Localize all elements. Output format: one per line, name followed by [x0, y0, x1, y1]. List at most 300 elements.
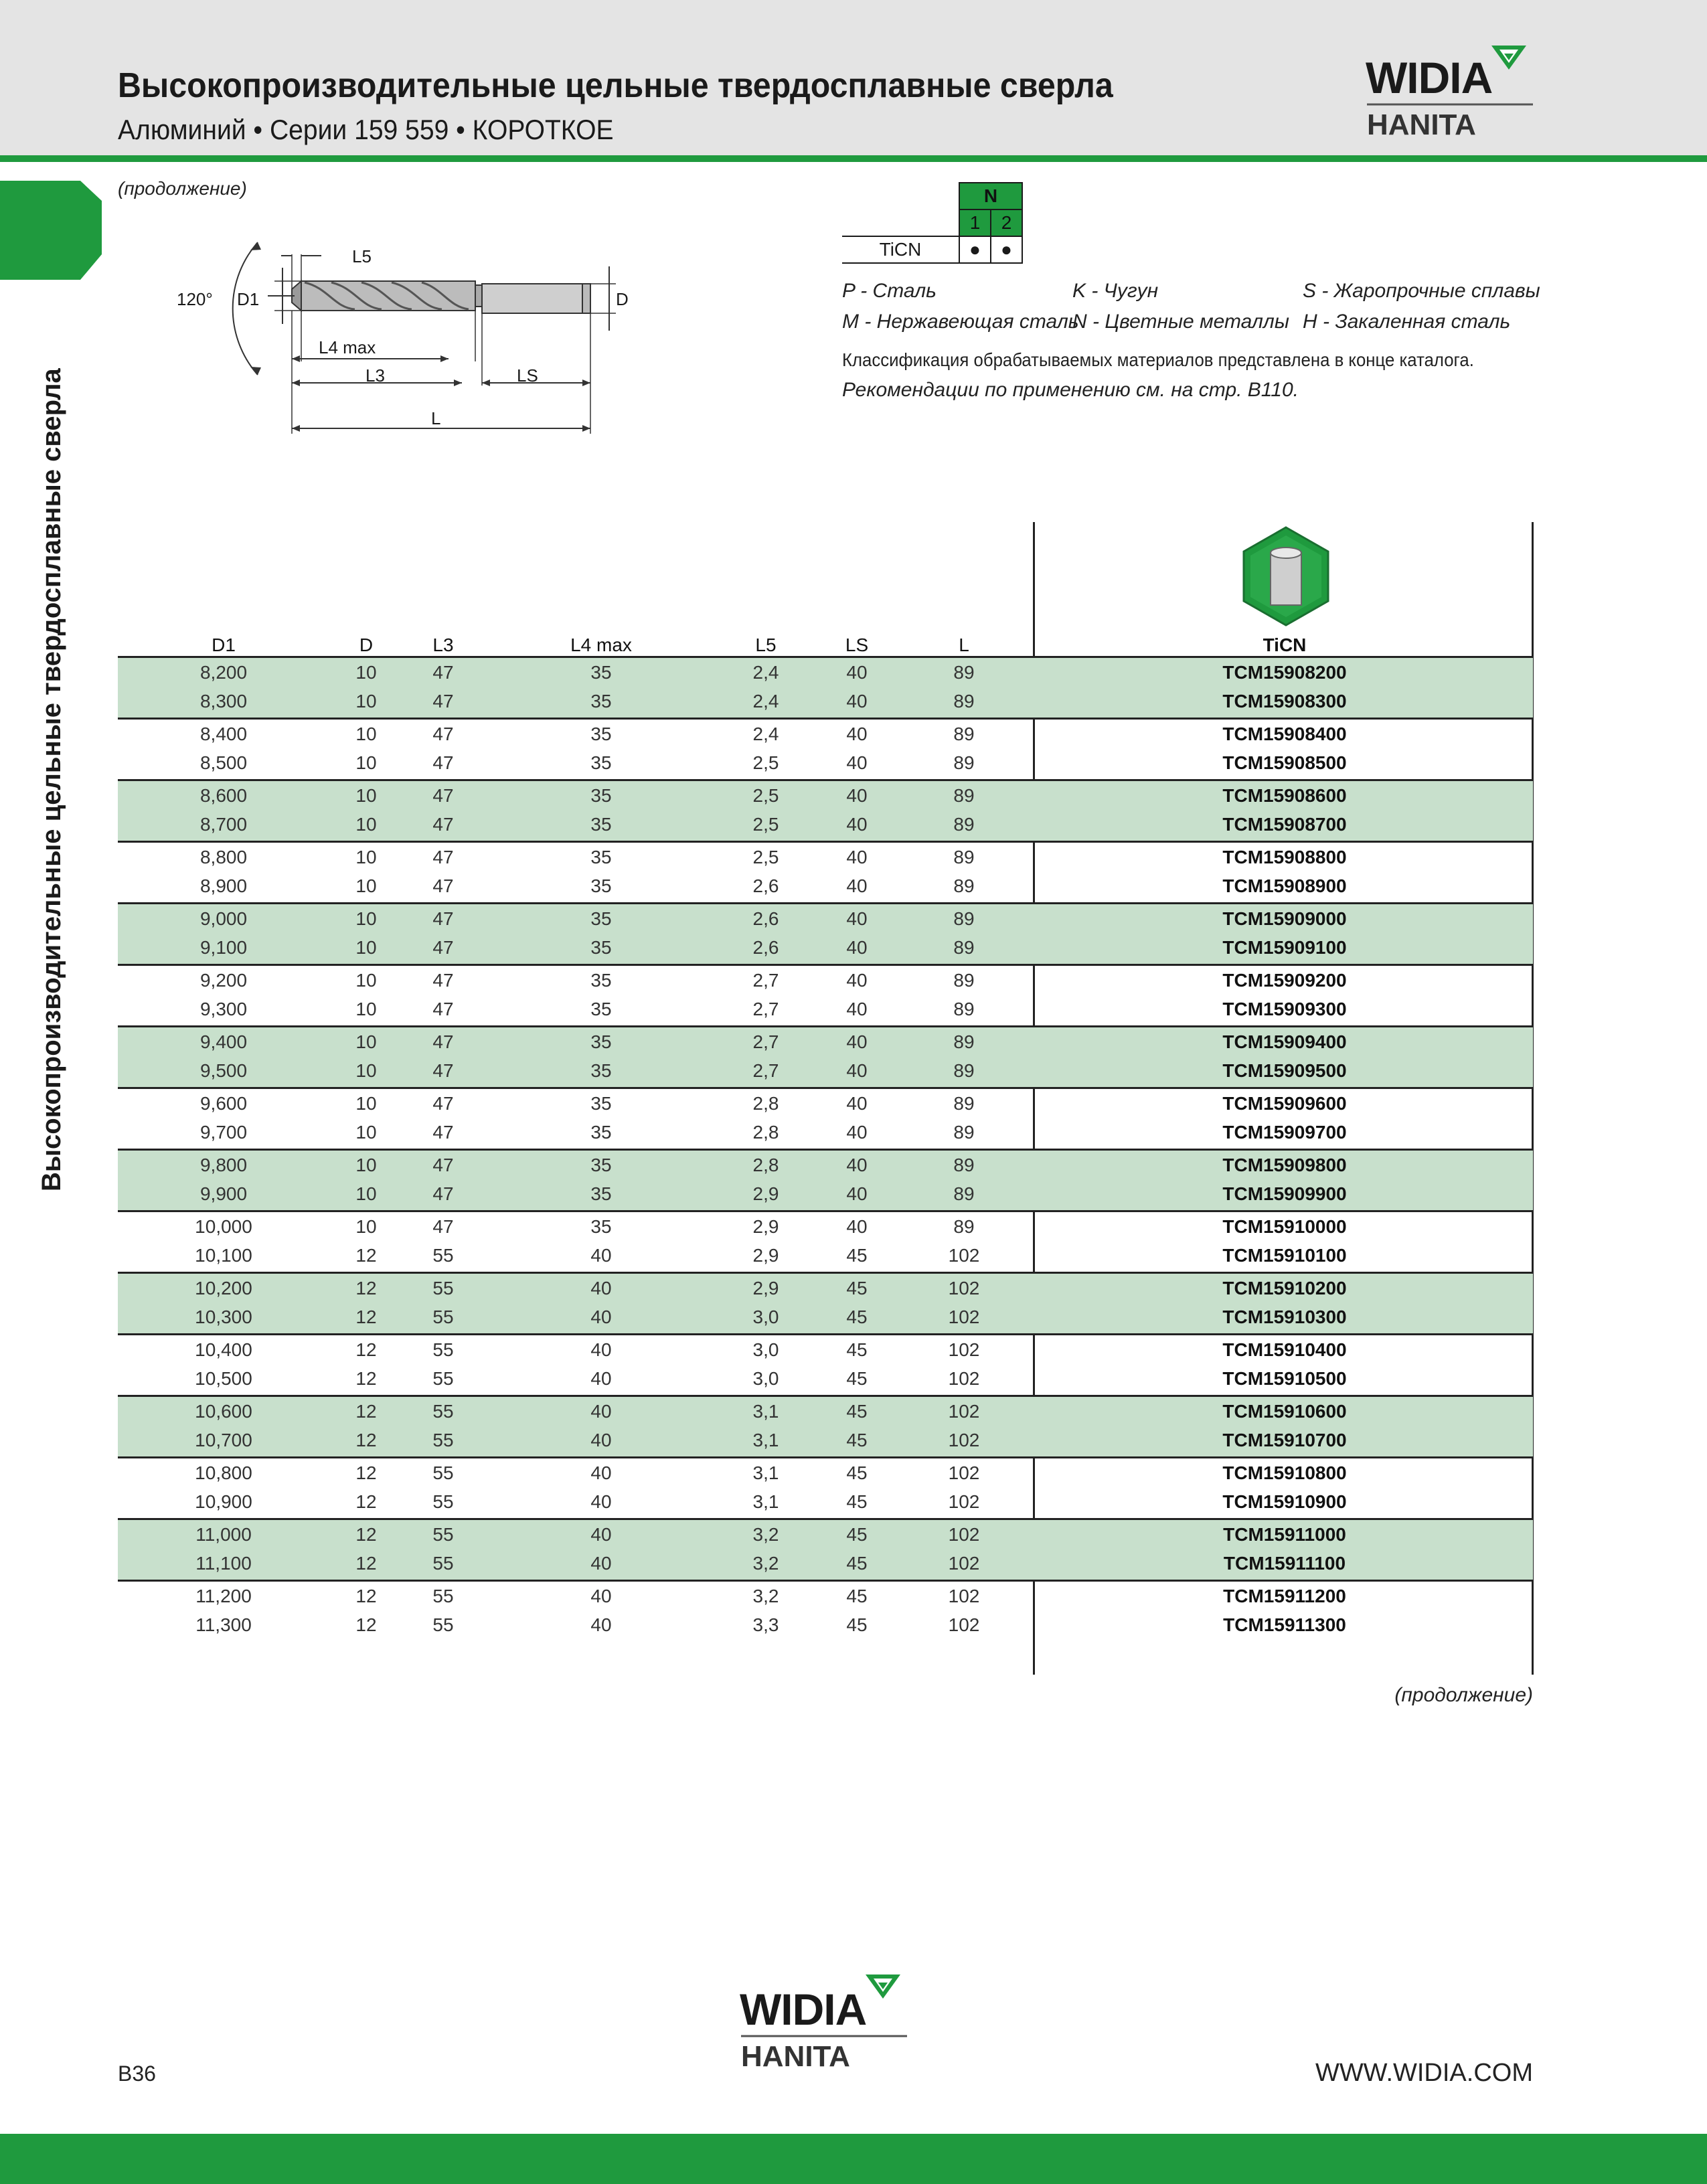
cell-d: 10 [355, 1155, 377, 1175]
cell-d1: 8,200 [199, 662, 248, 683]
cell-l4: 35 [590, 814, 612, 835]
cell-l5: 2,5 [752, 785, 779, 806]
cell-l3: 47 [432, 724, 454, 744]
cell-l3: 47 [432, 814, 454, 835]
cell-l5: 2,7 [752, 999, 779, 1019]
cell-l5: 2,6 [752, 875, 779, 896]
table-row [118, 1612, 1533, 1641]
cell-order-code: TCM15908900 [1222, 875, 1347, 896]
cell-d1: 10,300 [195, 1307, 252, 1327]
cell-ls: 40 [846, 752, 868, 773]
cell-order-code: TCM15910800 [1222, 1462, 1347, 1483]
cell-d: 10 [355, 691, 377, 711]
logo-widia-text-bottom: WIDIA [740, 1985, 867, 2034]
cell-l4: 35 [590, 662, 612, 683]
cell-l3: 47 [432, 1122, 454, 1143]
continuation-note-top: (продолжение) [118, 178, 247, 199]
cell-d: 12 [355, 1339, 377, 1360]
cell-l4: 35 [590, 752, 612, 773]
cell-l5: 3,1 [752, 1430, 779, 1450]
logo-widia-text: WIDIA [1366, 53, 1493, 102]
cell-order-code: TCM15908400 [1222, 724, 1347, 744]
table-row-group [118, 1582, 1533, 1643]
cell-order-code: TCM15909400 [1222, 1031, 1347, 1052]
cell-ls: 45 [846, 1586, 868, 1606]
cell-d: 10 [355, 1183, 377, 1204]
table-row-group [118, 1335, 1533, 1397]
cell-d1: 11,100 [195, 1553, 252, 1574]
cell-l: 89 [953, 937, 975, 958]
cell-l5: 3,1 [752, 1462, 779, 1483]
table-row-group [118, 1027, 1533, 1089]
cell-d: 12 [355, 1524, 377, 1545]
cell-l5: 2,6 [752, 908, 779, 929]
cell-ls: 40 [846, 1122, 868, 1143]
cell-d: 12 [355, 1368, 377, 1389]
cell-l: 89 [953, 1155, 975, 1175]
cell-d1: 9,000 [199, 908, 248, 929]
cell-d1: 10,900 [195, 1491, 252, 1512]
drawing-angle-label: 120° [177, 289, 213, 309]
cell-l5: 3,1 [752, 1401, 779, 1422]
cell-l3: 47 [432, 847, 454, 867]
footer-band [0, 2134, 1707, 2184]
cell-d1: 8,400 [199, 724, 248, 744]
cell-ls: 40 [846, 1060, 868, 1081]
cell-d: 10 [355, 814, 377, 835]
cell-d1: 10,600 [195, 1401, 252, 1422]
table-row-group [118, 720, 1533, 781]
table-row-group [118, 966, 1533, 1027]
table-row [118, 1460, 1533, 1489]
cell-d: 12 [355, 1245, 377, 1266]
table-row-group [118, 1212, 1533, 1274]
side-vertical-label: Высокопроизводительные цельные твердосплавные сверла [37, 368, 66, 1191]
cell-d1: 10,000 [195, 1216, 252, 1237]
cell-d1: 8,600 [199, 785, 248, 806]
cell-l5: 3,2 [752, 1524, 779, 1545]
cell-order-code: TCM15910100 [1222, 1245, 1347, 1266]
cell-l5: 3,0 [752, 1339, 779, 1360]
cell-d: 12 [355, 1401, 377, 1422]
table-row [118, 906, 1533, 934]
cell-l4: 40 [590, 1462, 612, 1483]
cell-d1: 9,200 [199, 970, 248, 991]
cell-l5: 3,1 [752, 1491, 779, 1512]
continuation-note-bottom: (продолжение) [1394, 1684, 1533, 1706]
cell-l: 102 [948, 1368, 980, 1389]
cell-l: 89 [953, 1183, 975, 1204]
cell-d1: 10,700 [195, 1430, 252, 1450]
cell-ls: 45 [846, 1245, 868, 1266]
cell-l5: 3,0 [752, 1368, 779, 1389]
table-row-group [118, 1151, 1533, 1212]
legend-h: H - Закаленная сталь [1303, 311, 1511, 333]
cell-d: 10 [355, 908, 377, 929]
col-header-ls: LS [845, 635, 869, 655]
cell-l4: 40 [590, 1339, 612, 1360]
cell-order-code: TCM15911200 [1223, 1586, 1346, 1606]
cell-order-code: TCM15909700 [1222, 1122, 1347, 1143]
logo-hanita-text: HANITA [1367, 108, 1476, 141]
cell-order-code: TCM15910300 [1222, 1307, 1347, 1327]
cell-order-code: TCM15909800 [1222, 1155, 1347, 1175]
table-row [118, 1489, 1533, 1517]
cell-d: 10 [355, 970, 377, 991]
table-row [118, 750, 1533, 778]
cell-d1: 10,400 [195, 1339, 252, 1360]
cell-ls: 45 [846, 1401, 868, 1422]
cell-l3: 47 [432, 785, 454, 806]
cell-l5: 2,5 [752, 814, 779, 835]
cell-d1: 9,800 [199, 1155, 248, 1175]
cell-l3: 47 [432, 1060, 454, 1081]
cell-l3: 47 [432, 691, 454, 711]
widia-hanita-logo-bottom [740, 1975, 907, 2082]
cell-l5: 2,9 [752, 1216, 779, 1237]
ticn-coating-icon [1236, 526, 1336, 626]
cell-d: 10 [355, 1216, 377, 1237]
table-row-group [118, 904, 1533, 966]
cell-l4: 35 [590, 1031, 612, 1052]
cell-order-code: TCM15908600 [1222, 785, 1347, 806]
cell-d1: 9,900 [199, 1183, 248, 1204]
cell-l5: 2,4 [752, 724, 779, 744]
cell-l4: 35 [590, 724, 612, 744]
cell-l: 89 [953, 1093, 975, 1114]
cell-d: 12 [355, 1307, 377, 1327]
cell-d1: 10,100 [195, 1245, 252, 1266]
cell-d: 12 [355, 1553, 377, 1574]
cell-l: 102 [948, 1401, 980, 1422]
cell-l: 89 [953, 908, 975, 929]
table-row [118, 1550, 1533, 1579]
cell-l3: 55 [432, 1368, 454, 1389]
cell-ls: 40 [846, 1093, 868, 1114]
cell-l: 89 [953, 999, 975, 1019]
cell-l: 89 [953, 724, 975, 744]
cell-l: 89 [953, 814, 975, 835]
cell-l5: 2,6 [752, 937, 779, 958]
cell-l: 89 [953, 1031, 975, 1052]
cell-d: 10 [355, 785, 377, 806]
cell-l4: 35 [590, 1183, 612, 1204]
table-row-group [118, 658, 1533, 720]
cell-l3: 47 [432, 999, 454, 1019]
legend-k: K - Чугун [1072, 280, 1159, 302]
table-row [118, 873, 1533, 902]
cell-l3: 55 [432, 1401, 454, 1422]
table-row [118, 721, 1533, 750]
cell-l3: 55 [432, 1278, 454, 1298]
cell-ls: 40 [846, 1216, 868, 1237]
cell-ls: 45 [846, 1524, 868, 1545]
cell-l5: 2,9 [752, 1278, 779, 1298]
drawing-l4-label: L4 max [319, 337, 376, 357]
material-mark-1: ● [959, 236, 991, 263]
cell-ls: 40 [846, 970, 868, 991]
page-title: Высокопроизводительные цельные твердосплавные сверла [118, 66, 1113, 105]
table-row [118, 1242, 1533, 1271]
cell-order-code: TCM15908200 [1222, 662, 1347, 683]
drawing-l-label: L [431, 408, 441, 428]
cell-l4: 35 [590, 937, 612, 958]
cell-ls: 40 [846, 1031, 868, 1052]
cell-l4: 40 [590, 1278, 612, 1298]
cell-d1: 8,300 [199, 691, 248, 711]
cell-ls: 40 [846, 691, 868, 711]
table-row [118, 811, 1533, 840]
cell-l3: 55 [432, 1586, 454, 1606]
cell-ls: 45 [846, 1278, 868, 1298]
cell-order-code: TCM15911300 [1223, 1614, 1346, 1635]
cell-l5: 2,4 [752, 691, 779, 711]
cell-l: 102 [948, 1278, 980, 1298]
cell-l3: 47 [432, 1155, 454, 1175]
legend-s: S - Жаропрочные сплавы [1303, 280, 1540, 302]
cell-l4: 35 [590, 875, 612, 896]
cell-l: 89 [953, 1060, 975, 1081]
table-row [118, 1583, 1533, 1612]
cell-l4: 35 [590, 691, 612, 711]
cell-d: 10 [355, 1093, 377, 1114]
table-row [118, 659, 1533, 688]
cell-d: 12 [355, 1462, 377, 1483]
cell-d: 10 [355, 662, 377, 683]
cell-l4: 35 [590, 999, 612, 1019]
cell-ls: 40 [846, 999, 868, 1019]
table-row [118, 1304, 1533, 1333]
table-row-group [118, 1520, 1533, 1582]
cell-ls: 40 [846, 1183, 868, 1204]
cell-d: 10 [355, 752, 377, 773]
cell-l: 102 [948, 1614, 980, 1635]
cell-ls: 40 [846, 847, 868, 867]
cell-l5: 3,3 [752, 1614, 779, 1635]
cell-l: 89 [953, 752, 975, 773]
cell-d1: 11,200 [195, 1586, 252, 1606]
cell-d1: 10,800 [195, 1462, 252, 1483]
drill-dimension-drawing [167, 228, 636, 452]
cell-l4: 40 [590, 1368, 612, 1389]
cell-order-code: TCM15910200 [1222, 1278, 1347, 1298]
table-body [118, 658, 1533, 1643]
cell-l3: 47 [432, 1093, 454, 1114]
cell-ls: 40 [846, 662, 868, 683]
cell-d: 10 [355, 847, 377, 867]
table-row-group [118, 1089, 1533, 1151]
col-header-d: D [359, 635, 374, 655]
table-row [118, 1521, 1533, 1550]
cell-d1: 9,700 [199, 1122, 248, 1143]
cell-d: 10 [355, 999, 377, 1019]
cell-order-code: TCM15908700 [1222, 814, 1347, 835]
cell-l3: 47 [432, 1031, 454, 1052]
cell-l3: 55 [432, 1553, 454, 1574]
cell-d: 10 [355, 937, 377, 958]
table-row [118, 844, 1533, 873]
table-row [118, 1029, 1533, 1058]
cell-d1: 8,800 [199, 847, 248, 867]
cell-l: 89 [953, 875, 975, 896]
cell-l4: 40 [590, 1524, 612, 1545]
drawing-l3-label: L3 [365, 365, 385, 386]
cell-l4: 35 [590, 1060, 612, 1081]
cell-l4: 35 [590, 1122, 612, 1143]
recommendation-note: Рекомендации по применению см. на стр. B110. [842, 379, 1299, 401]
cell-order-code: TCM15909200 [1222, 970, 1347, 991]
cell-order-code: TCM15910700 [1222, 1430, 1347, 1450]
cell-l5: 2,8 [752, 1093, 779, 1114]
col-header-l4: L4 max [570, 635, 632, 655]
cell-order-code: TCM15909900 [1222, 1183, 1347, 1204]
table-row [118, 1213, 1533, 1242]
cell-l3: 47 [432, 752, 454, 773]
cell-l4: 35 [590, 847, 612, 867]
cell-d1: 9,400 [199, 1031, 248, 1052]
cell-ls: 45 [846, 1430, 868, 1450]
cell-l5: 2,7 [752, 1060, 779, 1081]
table-row-group [118, 1274, 1533, 1335]
table-row [118, 1058, 1533, 1086]
legend-m: M - Нержавеющая сталь [842, 311, 1079, 333]
website-link[interactable]: WWW.WIDIA.COM [1315, 2059, 1533, 2087]
cell-ls: 40 [846, 1155, 868, 1175]
cell-d: 10 [355, 1122, 377, 1143]
cell-l5: 2,5 [752, 847, 779, 867]
cell-l: 102 [948, 1430, 980, 1450]
table-row [118, 967, 1533, 996]
cell-order-code: TCM15909000 [1222, 908, 1347, 929]
cell-d1: 9,100 [199, 937, 248, 958]
classification-note: Классификация обрабатываемых материалов представлена в конце каталога. [842, 349, 1474, 370]
cell-l: 89 [953, 691, 975, 711]
cell-l: 102 [948, 1553, 980, 1574]
cell-order-code: TCM15909600 [1222, 1093, 1347, 1114]
cell-d1: 9,600 [199, 1093, 248, 1114]
drawing-l5-label: L5 [352, 246, 372, 266]
cell-order-code: TCM15910600 [1222, 1401, 1347, 1422]
cell-d1: 9,500 [199, 1060, 248, 1081]
cell-l3: 55 [432, 1614, 454, 1635]
cell-l: 89 [953, 662, 975, 683]
table-row [118, 1090, 1533, 1119]
table-row [118, 782, 1533, 811]
cell-ls: 45 [846, 1339, 868, 1360]
cell-ls: 45 [846, 1491, 868, 1512]
cell-d: 12 [355, 1278, 377, 1298]
cell-order-code: TCM15911100 [1223, 1553, 1346, 1574]
cell-l: 89 [953, 1122, 975, 1143]
cell-order-code: TCM15909100 [1222, 937, 1347, 958]
cell-l3: 47 [432, 1216, 454, 1237]
table-row [118, 934, 1533, 963]
widia-hanita-logo-top [1366, 40, 1533, 147]
cell-l3: 47 [432, 662, 454, 683]
page-number: B36 [118, 2062, 156, 2086]
cell-l3: 55 [432, 1524, 454, 1545]
table-row [118, 1152, 1533, 1181]
cell-d1: 9,300 [199, 999, 248, 1019]
cell-order-code: TCM15908500 [1222, 752, 1347, 773]
header-divider [0, 155, 1707, 162]
cell-ls: 45 [846, 1462, 868, 1483]
material-mark-2: ● [991, 236, 1022, 263]
cell-order-code: TCM15908300 [1222, 691, 1347, 711]
cell-d1: 8,500 [199, 752, 248, 773]
legend-n: N - Цветные металлы [1072, 311, 1289, 333]
table-row [118, 1275, 1533, 1304]
cell-l: 102 [948, 1586, 980, 1606]
cell-l: 102 [948, 1245, 980, 1266]
cell-l5: 2,8 [752, 1155, 779, 1175]
table-row-group [118, 781, 1533, 843]
table-row [118, 1181, 1533, 1209]
cell-l4: 35 [590, 1093, 612, 1114]
cell-d1: 10,500 [195, 1368, 252, 1389]
cell-l3: 55 [432, 1430, 454, 1450]
drawing-ls-label: LS [517, 365, 538, 386]
cell-l: 102 [948, 1307, 980, 1327]
cell-ls: 45 [846, 1307, 868, 1327]
cell-order-code: TCM15910000 [1222, 1216, 1347, 1237]
cell-l5: 2,8 [752, 1122, 779, 1143]
cell-l3: 55 [432, 1491, 454, 1512]
cell-ls: 40 [846, 814, 868, 835]
cell-l3: 55 [432, 1307, 454, 1327]
cell-l5: 3,2 [752, 1586, 779, 1606]
cell-d1: 11,000 [195, 1524, 252, 1545]
col-header-l3: L3 [432, 635, 454, 655]
cell-l3: 55 [432, 1245, 454, 1266]
cell-l3: 47 [432, 937, 454, 958]
cell-l5: 2,9 [752, 1245, 779, 1266]
col-header-d1: D1 [212, 635, 236, 655]
cell-ls: 40 [846, 908, 868, 929]
table-row [118, 996, 1533, 1025]
cell-l4: 40 [590, 1245, 612, 1266]
cell-l: 89 [953, 1216, 975, 1237]
cell-ls: 45 [846, 1368, 868, 1389]
cell-l: 89 [953, 847, 975, 867]
cell-l3: 47 [432, 1183, 454, 1204]
cell-ls: 40 [846, 937, 868, 958]
material-subgroup-1: 1 [959, 209, 991, 236]
cell-l4: 40 [590, 1553, 612, 1574]
cell-l3: 47 [432, 875, 454, 896]
cell-l4: 35 [590, 908, 612, 929]
cell-l5: 2,7 [752, 1031, 779, 1052]
cell-d: 10 [355, 724, 377, 744]
table-row [118, 1119, 1533, 1148]
cell-d: 10 [355, 875, 377, 896]
cell-d: 12 [355, 1491, 377, 1512]
table-row [118, 1427, 1533, 1456]
cell-l5: 2,5 [752, 752, 779, 773]
cell-order-code: TCM15911000 [1223, 1524, 1346, 1545]
section-tab-shape-icon [0, 181, 107, 288]
cell-l5: 3,2 [752, 1553, 779, 1574]
drill-schematic-icon [167, 228, 636, 448]
table-row [118, 1337, 1533, 1365]
cell-l: 102 [948, 1491, 980, 1512]
table-row-group [118, 843, 1533, 904]
cell-ls: 40 [846, 785, 868, 806]
cell-d1: 8,900 [199, 875, 248, 896]
cell-l: 102 [948, 1339, 980, 1360]
material-group-header: N [959, 183, 1022, 209]
cell-ls: 45 [846, 1614, 868, 1635]
